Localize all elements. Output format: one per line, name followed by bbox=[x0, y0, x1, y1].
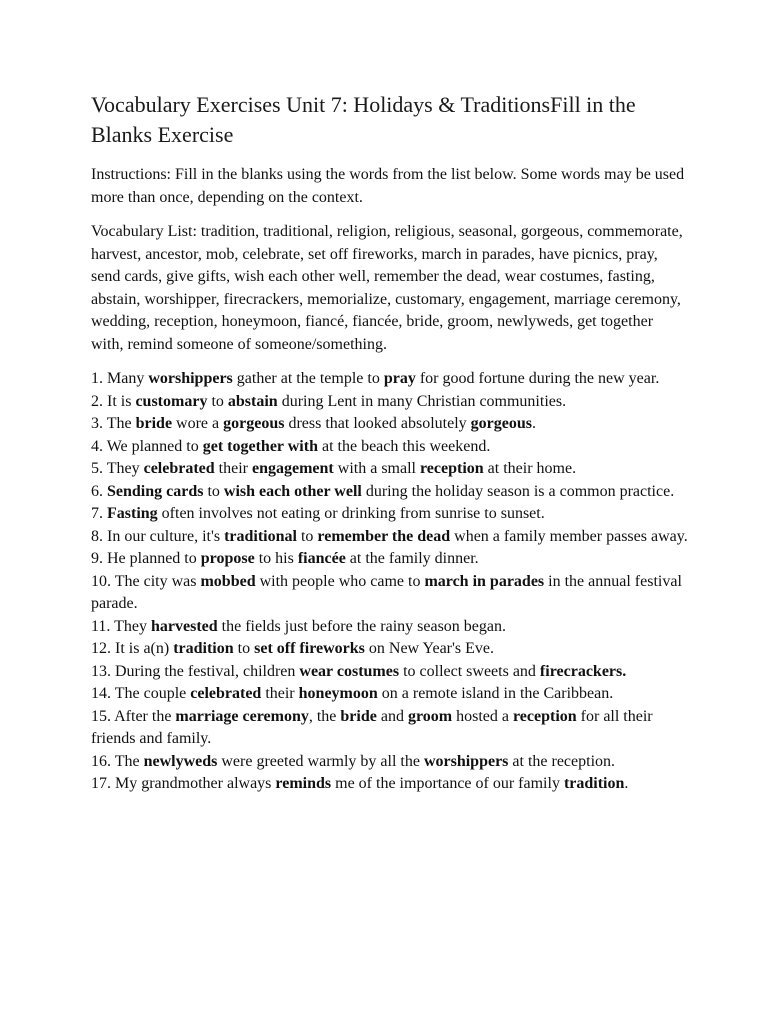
exercise-item bbox=[91, 368, 688, 391]
answer-word: remember the dead bbox=[317, 527, 451, 545]
answer-word: gorgeous bbox=[223, 415, 285, 432]
exercise-item bbox=[91, 616, 688, 639]
exercise-text: 13. During the festival, children bbox=[91, 662, 300, 680]
exercise-text: on New Year's Eve. bbox=[364, 640, 494, 657]
exercise-text: with a small bbox=[333, 460, 420, 477]
exercise-text: dress that looked absolutely bbox=[284, 415, 471, 432]
answer-word: traditional bbox=[224, 527, 297, 545]
exercise-text: were greeted warmly by all the bbox=[217, 752, 424, 770]
exercise-text: 15. After the bbox=[91, 707, 176, 725]
answer-word: get together with bbox=[202, 437, 318, 455]
exercise-text: for good fortune during the new year. bbox=[415, 370, 660, 387]
exercise-item bbox=[91, 503, 688, 526]
answer-word: harvested bbox=[151, 617, 218, 635]
exercise-text: 3. The bbox=[91, 415, 136, 432]
answer-word: customary bbox=[135, 392, 208, 410]
exercise-text: , the bbox=[308, 707, 341, 725]
answer-word: worshippers bbox=[148, 370, 233, 387]
exercise-text: 6. bbox=[91, 482, 107, 500]
answer-word: mobbed bbox=[200, 572, 256, 590]
exercise-item bbox=[91, 391, 688, 414]
exercise-text: at the reception. bbox=[508, 752, 616, 770]
exercise-text: 10. The city was bbox=[91, 572, 201, 590]
answer-word: pray bbox=[383, 370, 416, 387]
answer-word: reminds bbox=[275, 775, 332, 792]
exercise-text: to his bbox=[254, 550, 298, 567]
exercise-text: at the beach this weekend. bbox=[317, 437, 491, 455]
vocabulary-list-paragraph: Vocabulary List: tradition, traditional, religion, religious, seasonal, gorgeous, commemorate, harvest, ancestor, mob, celebrate, set off fireworks, march in parades, have picnics, pray, send cards, give gifts, wish each other well, remember the dead, wear costumes, fasting, abstain, worshipper, firecrackers, memorialize, customary, engagement, marriage ceremony, wedding, reception, honeymoon, fiancé, fiancée, bride, groom, newlyweds, get together with, remind someone of someone/something. bbox=[91, 223, 683, 353]
exercise-item bbox=[91, 458, 688, 481]
exercise-text: with people who came to bbox=[255, 572, 425, 590]
exercise-text: to bbox=[296, 527, 318, 545]
exercise-text: often involves not eating or drinking from sunrise to sunset. bbox=[157, 505, 545, 522]
exercise-item bbox=[91, 751, 688, 774]
exercise-text: at their home. bbox=[483, 460, 577, 477]
answer-word: set off fireworks bbox=[254, 640, 365, 657]
exercise-text: the fields just before the rainy season began. bbox=[217, 617, 507, 635]
exercise-text: 4. We planned to bbox=[91, 437, 203, 455]
exercise-text: 16. The bbox=[91, 752, 144, 770]
exercise-text: during the holiday season is a common practice. bbox=[361, 482, 675, 500]
exercise-text: at the family dinner. bbox=[345, 550, 479, 567]
answer-word: reception bbox=[512, 707, 577, 725]
answer-word: wear costumes bbox=[299, 662, 400, 680]
answer-word: tradition bbox=[173, 640, 234, 657]
answer-word: Sending cards bbox=[107, 482, 204, 500]
exercise-text: 7. bbox=[91, 505, 107, 522]
answer-word: engagement bbox=[252, 460, 334, 477]
answer-word: groom bbox=[407, 707, 453, 725]
exercise-item bbox=[91, 683, 688, 706]
exercise-text: hosted a bbox=[452, 707, 513, 725]
answer-word: bride bbox=[340, 707, 377, 725]
exercise-item bbox=[91, 706, 688, 751]
answer-word: celebrated bbox=[190, 685, 262, 702]
exercise-text: 11. They bbox=[91, 617, 151, 635]
exercise-text: to collect sweets and bbox=[399, 662, 540, 680]
exercise-text: 8. In our culture, it's bbox=[91, 527, 225, 545]
answer-word: bride bbox=[135, 415, 173, 432]
answer-word: march in parades bbox=[424, 572, 545, 590]
exercise-text: 1. Many bbox=[91, 370, 149, 387]
exercise-item bbox=[91, 661, 688, 684]
exercise-text: their bbox=[261, 685, 299, 702]
exercise-text: . bbox=[624, 775, 629, 792]
exercise-text: their bbox=[214, 460, 252, 477]
exercise-text: to bbox=[233, 640, 255, 657]
answer-word: gorgeous bbox=[470, 415, 532, 432]
exercise-item bbox=[91, 481, 688, 504]
exercise-item bbox=[91, 638, 688, 661]
exercise-text: to bbox=[207, 392, 228, 410]
answer-word: marriage ceremony bbox=[175, 707, 309, 725]
answer-word: celebrated bbox=[143, 460, 215, 477]
exercise-text: to bbox=[203, 482, 224, 500]
exercise-text: . bbox=[531, 415, 536, 432]
exercise-item bbox=[91, 773, 688, 796]
answer-word: Fasting bbox=[107, 505, 158, 522]
exercise-text: 12. It is a(n) bbox=[91, 640, 174, 657]
exercise-text: for all their friends and family. bbox=[91, 707, 653, 747]
exercise-text: when a family member passes away. bbox=[450, 527, 688, 545]
exercise-text: 5. They bbox=[91, 460, 144, 477]
exercise-text: 2. It is bbox=[91, 392, 136, 410]
exercise-text: during Lent in many Christian communities. bbox=[277, 392, 567, 410]
answer-word: tradition bbox=[563, 775, 625, 792]
exercise-text: on a remote island in the Caribbean. bbox=[377, 685, 614, 702]
instructions-paragraph: Instructions: Fill in the blanks using the words from the list below. Some words may be used more than once, depending on the context. bbox=[91, 166, 685, 206]
answer-word: firecrackers. bbox=[539, 662, 627, 680]
exercise-text: and bbox=[376, 707, 408, 725]
exercise-item bbox=[91, 413, 688, 436]
answer-word: honeymoon bbox=[298, 685, 378, 702]
answer-word: fiancée bbox=[297, 550, 346, 567]
exercise-text: 17. My grandmother always bbox=[91, 775, 276, 792]
exercise-item bbox=[91, 571, 688, 616]
answer-word: abstain bbox=[227, 392, 278, 410]
exercise-text: gather at the temple to bbox=[232, 370, 384, 387]
exercise-text: me of the importance of our family bbox=[331, 775, 564, 792]
exercise-list bbox=[91, 368, 688, 796]
exercise-item bbox=[91, 548, 688, 571]
answer-word: worshippers bbox=[423, 752, 509, 770]
page-title: Vocabulary Exercises Unit 7: Holidays & TraditionsFill in the Blanks Exercise bbox=[91, 92, 636, 147]
answer-word: wish each other well bbox=[223, 482, 362, 500]
exercise-text: wore a bbox=[172, 415, 224, 432]
exercise-text: 14. The couple bbox=[91, 685, 191, 702]
answer-word: propose bbox=[200, 550, 255, 567]
exercise-item bbox=[91, 526, 688, 549]
answer-word: newlyweds bbox=[143, 752, 218, 770]
exercise-text: 9. He planned to bbox=[91, 550, 201, 567]
exercise-text: in the annual festival parade. bbox=[91, 572, 682, 612]
exercise-item bbox=[91, 436, 688, 459]
answer-word: reception bbox=[419, 460, 484, 477]
